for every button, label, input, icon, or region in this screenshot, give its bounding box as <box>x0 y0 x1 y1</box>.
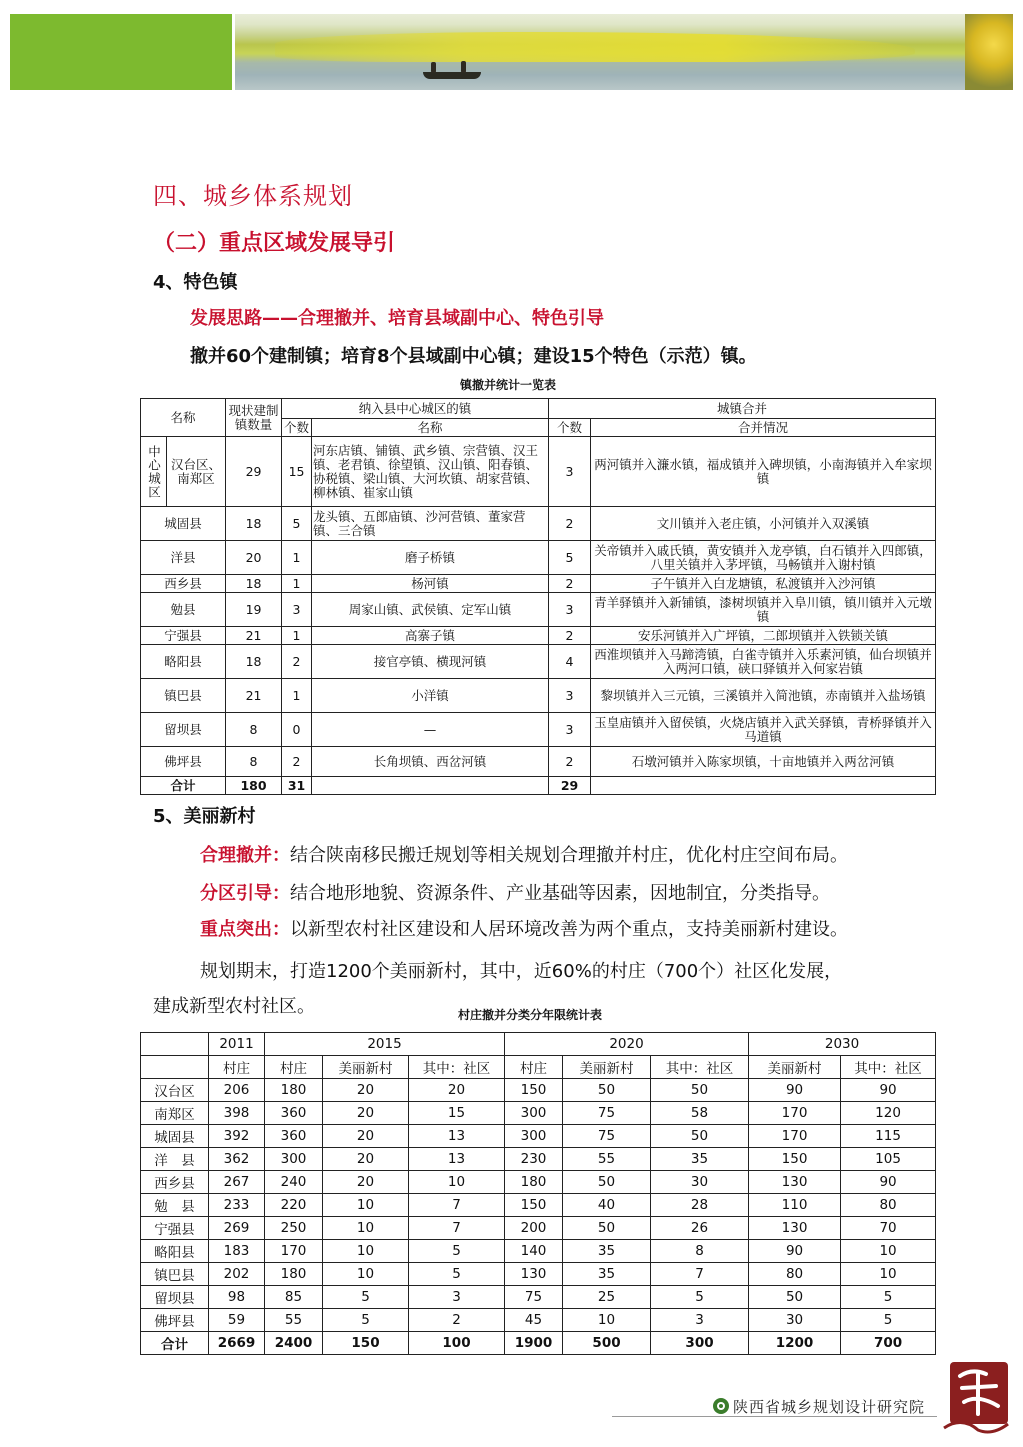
table-row <box>141 1217 936 1240</box>
table2-title: 村庄撤并分类分年限统计表 <box>458 1008 603 1022</box>
institute-logo-icon <box>712 1397 730 1415</box>
row-value: 90 <box>749 1079 841 1102</box>
table-row <box>141 645 936 679</box>
row-n2: 2 <box>549 575 591 593</box>
row-n1: 1 <box>282 541 312 575</box>
row-value: 240 <box>265 1171 323 1194</box>
row-value: 5 <box>841 1286 936 1309</box>
row-value: 35 <box>563 1240 651 1263</box>
section-title: 四、城乡体系规划 <box>153 182 353 210</box>
total-merge <box>591 777 936 795</box>
year-2030: 2030 <box>749 1033 936 1056</box>
table1-title: 镇撤并统计一览表 <box>460 378 557 392</box>
row-value: 202 <box>209 1263 265 1286</box>
row-value: 300 <box>265 1148 323 1171</box>
row-value: 5 <box>323 1286 409 1309</box>
row-value: 80 <box>841 1194 936 1217</box>
row-value: 300 <box>651 1332 749 1355</box>
row-value: 105 <box>841 1148 936 1171</box>
item4-title: 4、特色镇 <box>153 272 238 293</box>
subheader-cell: 美丽新村 <box>749 1056 841 1079</box>
row-value: 30 <box>651 1171 749 1194</box>
total-n1: 31 <box>282 777 312 795</box>
row-value: 183 <box>209 1240 265 1263</box>
row-value: 1900 <box>505 1332 563 1355</box>
row-n1: 1 <box>282 679 312 713</box>
row-name: 洋 县 <box>141 1148 209 1171</box>
row-names: — <box>312 713 549 747</box>
row-value: 98 <box>209 1286 265 1309</box>
table-row <box>141 713 936 747</box>
total-names <box>312 777 549 795</box>
row-names: 接官亭镇、横现河镇 <box>312 645 549 679</box>
row-value: 7 <box>409 1217 505 1240</box>
row-name: 汉台区、南郑区 <box>167 437 226 507</box>
corner-cell <box>141 1033 209 1056</box>
table-row <box>141 627 936 645</box>
row-value: 392 <box>209 1125 265 1148</box>
subheader-cell: 其中：社区 <box>841 1056 936 1079</box>
row-value: 200 <box>505 1217 563 1240</box>
row-value: 150 <box>323 1332 409 1355</box>
row-names: 磨子桥镇 <box>312 541 549 575</box>
row-n1: 15 <box>282 437 312 507</box>
row-value: 115 <box>841 1125 936 1148</box>
row-value: 90 <box>749 1240 841 1263</box>
subheader-cell: 村庄 <box>505 1056 563 1079</box>
row-name: 合计 <box>141 1332 209 1355</box>
row-name: 镇巴县 <box>141 1263 209 1286</box>
row-name: 洋县 <box>141 541 226 575</box>
row-value: 20 <box>323 1148 409 1171</box>
row-value: 130 <box>505 1263 563 1286</box>
header-situation: 合并情况 <box>591 419 936 437</box>
row-value: 700 <box>841 1332 936 1355</box>
table-row <box>141 575 936 593</box>
row-value: 90 <box>841 1079 936 1102</box>
item5-paragraph: 分区引导：结合地形地貌、资源条件、产业基础等因素，因地制宜，分类指导。 <box>200 883 830 904</box>
row-value: 2669 <box>209 1332 265 1355</box>
calligraphy-seal-icon <box>942 1358 1012 1436</box>
total-n2: 29 <box>549 777 591 795</box>
table-row <box>141 1240 936 1263</box>
table-row <box>141 1263 936 1286</box>
row-name: 汉台区 <box>141 1079 209 1102</box>
table-row <box>141 1194 936 1217</box>
row-value: 120 <box>841 1102 936 1125</box>
row-value: 45 <box>505 1309 563 1332</box>
row-value: 90 <box>841 1171 936 1194</box>
row-value: 13 <box>409 1148 505 1171</box>
row-n1: 1 <box>282 575 312 593</box>
row-value: 180 <box>265 1263 323 1286</box>
row-value: 50 <box>749 1286 841 1309</box>
row-value: 10 <box>563 1309 651 1332</box>
footer-divider <box>612 1416 937 1417</box>
subheader-cell: 其中：社区 <box>409 1056 505 1079</box>
row-value: 5 <box>409 1263 505 1286</box>
table-row <box>141 1148 936 1171</box>
town-merge-table <box>140 398 936 795</box>
subheader-cell: 村庄 <box>265 1056 323 1079</box>
row-name: 勉县 <box>141 593 226 627</box>
row-name: 略阳县 <box>141 645 226 679</box>
row-value: 70 <box>841 1217 936 1240</box>
row-value: 220 <box>265 1194 323 1217</box>
row-merge: 西淮坝镇并入马蹄湾镇，白雀寺镇并入乐素河镇，仙台坝镇并入两河口镇，硖口驿镇并入何家岩镇 <box>591 645 936 679</box>
year-2011: 2011 <box>209 1033 265 1056</box>
subheader-cell: 美丽新村 <box>563 1056 651 1079</box>
row-value: 2 <box>409 1309 505 1332</box>
row-value: 20 <box>323 1125 409 1148</box>
row-value: 58 <box>651 1102 749 1125</box>
row-n2: 4 <box>549 645 591 679</box>
row-value: 10 <box>323 1217 409 1240</box>
table-row <box>141 679 936 713</box>
row-value: 28 <box>651 1194 749 1217</box>
row-n2: 5 <box>549 541 591 575</box>
row-value: 267 <box>209 1171 265 1194</box>
row-count: 21 <box>226 627 282 645</box>
row-value: 170 <box>749 1125 841 1148</box>
table-row <box>141 507 936 541</box>
row-value: 20 <box>323 1079 409 1102</box>
row-value: 5 <box>651 1286 749 1309</box>
subheader-cell: 美丽新村 <box>323 1056 409 1079</box>
item5-closing-line1: 规划期末，打造1200个美丽新村，其中，近60%的村庄（700个）社区化发展， <box>200 961 843 982</box>
row-merge: 石墩河镇并入陈家坝镇，十亩地镇并入两岔河镇 <box>591 747 936 777</box>
row-n2: 3 <box>549 679 591 713</box>
row-value: 50 <box>651 1079 749 1102</box>
row-names: 长角坝镇、西岔河镇 <box>312 747 549 777</box>
row-value: 55 <box>563 1148 651 1171</box>
row-value: 180 <box>505 1171 563 1194</box>
row-name: 佛坪县 <box>141 747 226 777</box>
row-name: 城固县 <box>141 507 226 541</box>
row-value: 35 <box>651 1148 749 1171</box>
row-value: 10 <box>323 1194 409 1217</box>
row-value: 398 <box>209 1102 265 1125</box>
table-total-row <box>141 777 936 795</box>
row-name: 镇巴县 <box>141 679 226 713</box>
total-name: 合计 <box>141 777 226 795</box>
row-value: 26 <box>651 1217 749 1240</box>
row-n1: 3 <box>282 593 312 627</box>
table-row <box>141 541 936 575</box>
header-names: 名称 <box>312 419 549 437</box>
header-num: 个数 <box>282 419 312 437</box>
header-banner <box>0 0 1023 92</box>
row-value: 13 <box>409 1125 505 1148</box>
row-value: 1200 <box>749 1332 841 1355</box>
table-row <box>141 1286 936 1309</box>
row-value: 40 <box>563 1194 651 1217</box>
row-merge: 子午镇并入白龙塘镇，私渡镇并入沙河镇 <box>591 575 936 593</box>
row-value: 50 <box>651 1125 749 1148</box>
row-merge: 黎坝镇并入三元镇，三溪镇并入简池镇，赤南镇并入盐场镇 <box>591 679 936 713</box>
corner-cell <box>141 1056 209 1079</box>
row-value: 80 <box>749 1263 841 1286</box>
row-count: 21 <box>226 679 282 713</box>
year-2020: 2020 <box>505 1033 749 1056</box>
row-value: 75 <box>563 1125 651 1148</box>
table-row <box>141 1125 936 1148</box>
row-value: 300 <box>505 1102 563 1125</box>
row-value: 230 <box>505 1148 563 1171</box>
row-name: 西乡县 <box>141 575 226 593</box>
row-n1: 0 <box>282 713 312 747</box>
row-name: 勉 县 <box>141 1194 209 1217</box>
row-value: 362 <box>209 1148 265 1171</box>
row-value: 250 <box>265 1217 323 1240</box>
header-town-count: 现状建制镇数量 <box>226 399 282 437</box>
item5-closing-line2: 建成新型农村社区。 <box>153 996 315 1017</box>
subheader-cell: 其中：社区 <box>651 1056 749 1079</box>
row-value: 5 <box>841 1309 936 1332</box>
table-row <box>141 593 936 627</box>
row-value: 10 <box>841 1240 936 1263</box>
row-name: 宁强县 <box>141 627 226 645</box>
row-merge: 玉皇庙镇并入留侯镇，火烧店镇并入武关驿镇，青桥驿镇并入马道镇 <box>591 713 936 747</box>
footer-institute-name: 陕西省城乡规划设计研究院 <box>733 1398 926 1416</box>
row-names: 河东店镇、铺镇、武乡镇、宗营镇、汉王镇、老君镇、徐望镇、汉山镇、阳春镇、协税镇、梁山镇、大河坎镇、胡家营镇、柳林镇、崔家山镇 <box>312 437 549 507</box>
row-merge: 两河镇并入濂水镇，福成镇并入碑坝镇，小南海镇并入牟家坝镇 <box>591 437 936 507</box>
row-value: 110 <box>749 1194 841 1217</box>
village-stats-table <box>140 1032 936 1355</box>
row-n1: 5 <box>282 507 312 541</box>
row-value: 20 <box>323 1171 409 1194</box>
row-value: 85 <box>265 1286 323 1309</box>
row-value: 50 <box>563 1079 651 1102</box>
row-value: 3 <box>651 1309 749 1332</box>
row-n2: 2 <box>549 507 591 541</box>
row-merge: 青羊驿镇并入新铺镇，漆树坝镇并入阜川镇，镇川镇并入元墩镇 <box>591 593 936 627</box>
row-name: 佛坪县 <box>141 1309 209 1332</box>
header-town-merge: 城镇合并 <box>549 399 936 419</box>
row-name: 西乡县 <box>141 1171 209 1194</box>
row-n1: 2 <box>282 747 312 777</box>
row-value: 8 <box>651 1240 749 1263</box>
row-value: 130 <box>749 1217 841 1240</box>
row-merge: 文川镇并入老庄镇，小河镇并入双溪镇 <box>591 507 936 541</box>
row-value: 75 <box>505 1286 563 1309</box>
row-value: 7 <box>409 1194 505 1217</box>
row-value: 30 <box>749 1309 841 1332</box>
row-value: 50 <box>563 1171 651 1194</box>
row-names: 周家山镇、武侯镇、定军山镇 <box>312 593 549 627</box>
row-value: 5 <box>409 1240 505 1263</box>
row-n2: 3 <box>549 437 591 507</box>
row-name: 留坝县 <box>141 713 226 747</box>
row-names: 杨河镇 <box>312 575 549 593</box>
row-n2: 3 <box>549 713 591 747</box>
banner-green-block <box>10 14 232 90</box>
year-2015: 2015 <box>265 1033 505 1056</box>
row-value: 10 <box>323 1240 409 1263</box>
row-n2: 2 <box>549 747 591 777</box>
row-value: 25 <box>563 1286 651 1309</box>
row-value: 360 <box>265 1125 323 1148</box>
row-value: 35 <box>563 1263 651 1286</box>
row-value: 233 <box>209 1194 265 1217</box>
row-value: 300 <box>505 1125 563 1148</box>
table-row <box>141 1102 936 1125</box>
row-n2: 3 <box>549 593 591 627</box>
row-value: 180 <box>265 1079 323 1102</box>
row-value: 50 <box>563 1217 651 1240</box>
row-count: 18 <box>226 507 282 541</box>
row-n1: 1 <box>282 627 312 645</box>
row-value: 10 <box>841 1263 936 1286</box>
row-n1: 2 <box>282 645 312 679</box>
header-name: 名称 <box>141 399 226 437</box>
row-merge: 安乐河镇并入广坪镇，二郎坝镇并入铁锁关镇 <box>591 627 936 645</box>
row-value: 10 <box>409 1171 505 1194</box>
table-row <box>141 1079 936 1102</box>
row-value: 20 <box>323 1102 409 1125</box>
row-names: 小洋镇 <box>312 679 549 713</box>
row-value: 7 <box>651 1263 749 1286</box>
row-value: 55 <box>265 1309 323 1332</box>
item4-development-idea: 发展思路——合理撤并、培育县域副中心、特色引导 <box>190 308 604 329</box>
row-value: 75 <box>563 1102 651 1125</box>
total-count: 180 <box>226 777 282 795</box>
row-name: 略阳县 <box>141 1240 209 1263</box>
row-value: 206 <box>209 1079 265 1102</box>
group-label-center-city: 中心城区 <box>141 437 167 507</box>
item5-paragraph: 合理撤并：结合陕南移民搬迁规划等相关规划合理撤并村庄，优化村庄空间布局。 <box>200 845 848 866</box>
table-row <box>141 1309 936 1332</box>
row-name: 宁强县 <box>141 1217 209 1240</box>
row-name: 城固县 <box>141 1125 209 1148</box>
row-value: 140 <box>505 1240 563 1263</box>
row-value: 150 <box>505 1079 563 1102</box>
row-value: 170 <box>265 1240 323 1263</box>
row-value: 59 <box>209 1309 265 1332</box>
row-value: 150 <box>749 1148 841 1171</box>
row-count: 19 <box>226 593 282 627</box>
row-count: 8 <box>226 713 282 747</box>
row-value: 500 <box>563 1332 651 1355</box>
item5-paragraph: 重点突出：以新型农村社区建设和人居环境改善为两个重点，支持美丽新村建设。 <box>200 919 848 940</box>
table-row <box>141 437 936 507</box>
row-value: 3 <box>409 1286 505 1309</box>
row-merge: 关帝镇并入戚氏镇，黄安镇并入龙亭镇，白石镇并入四郎镇，八里关镇并入茅坪镇，马畅镇并入谢村镇 <box>591 541 936 575</box>
row-count: 18 <box>226 645 282 679</box>
row-value: 10 <box>323 1263 409 1286</box>
row-count: 29 <box>226 437 282 507</box>
header-merge-center: 纳入县中心城区的镇 <box>282 399 549 419</box>
banner-landscape-photo <box>235 14 1013 90</box>
row-value: 360 <box>265 1102 323 1125</box>
row-count: 8 <box>226 747 282 777</box>
row-names: 龙头镇、五郎庙镇、沙河营镇、董家营镇、三合镇 <box>312 507 549 541</box>
row-name: 留坝县 <box>141 1286 209 1309</box>
row-value: 269 <box>209 1217 265 1240</box>
table-row <box>141 747 936 777</box>
row-value: 20 <box>409 1079 505 1102</box>
row-name: 南郑区 <box>141 1102 209 1125</box>
table-total-row <box>141 1332 936 1355</box>
row-value: 150 <box>505 1194 563 1217</box>
header-num2: 个数 <box>549 419 591 437</box>
row-value: 130 <box>749 1171 841 1194</box>
subsection-title: （二）重点区域发展导引 <box>153 231 396 256</box>
row-value: 15 <box>409 1102 505 1125</box>
subheader-cell: 村庄 <box>209 1056 265 1079</box>
item5-title: 5、美丽新村 <box>153 806 256 827</box>
item4-summary: 撤并60个建制镇；培育8个县域副中心镇；建设15个特色（示范）镇。 <box>190 346 757 367</box>
row-names: 高寨子镇 <box>312 627 549 645</box>
table-row <box>141 1171 936 1194</box>
row-value: 2400 <box>265 1332 323 1355</box>
row-count: 18 <box>226 575 282 593</box>
row-count: 20 <box>226 541 282 575</box>
row-n2: 2 <box>549 627 591 645</box>
row-value: 5 <box>323 1309 409 1332</box>
row-value: 100 <box>409 1332 505 1355</box>
row-value: 170 <box>749 1102 841 1125</box>
